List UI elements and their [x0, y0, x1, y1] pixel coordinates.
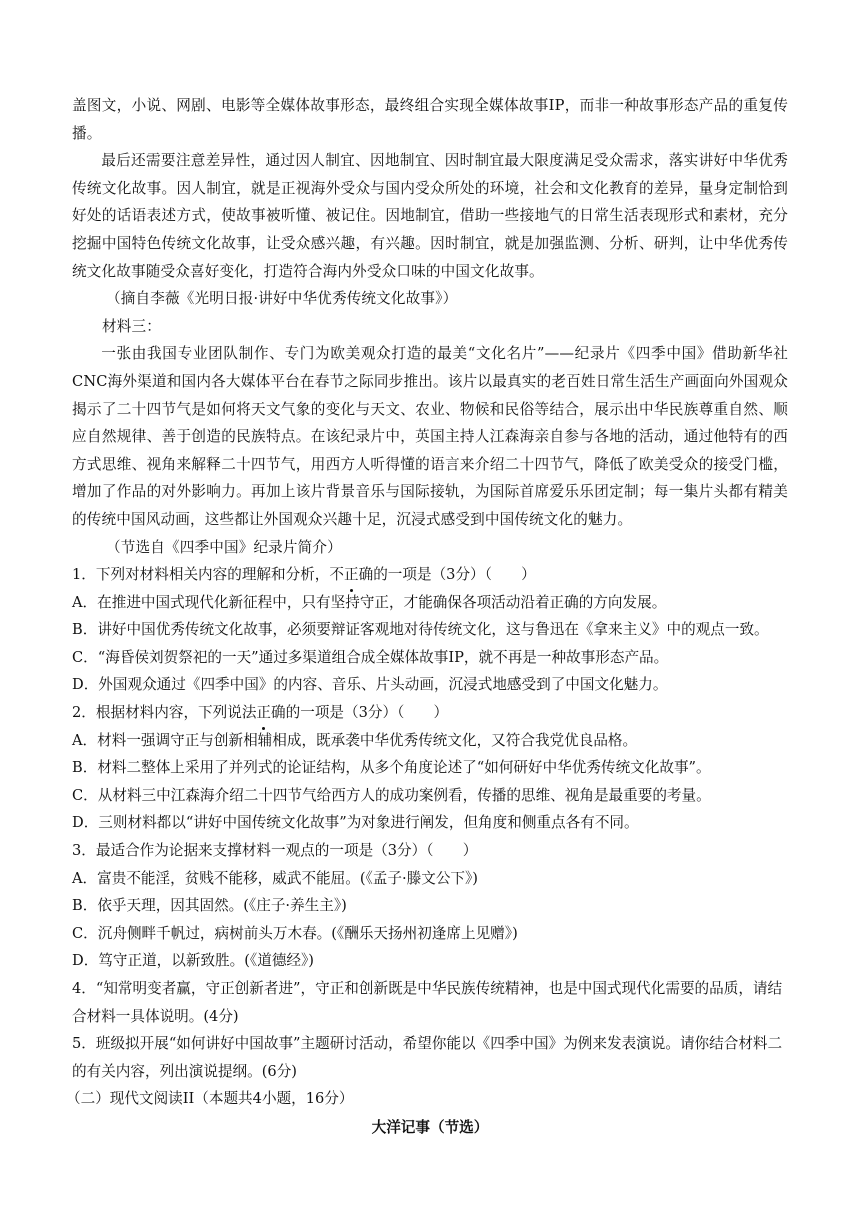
- section-heading: （二）现代文阅读II（本题共4小题，16分）: [66, 1090, 354, 1108]
- question-2-stem: 2．根据材料内容，下列说法正确的一项是（3分）（ ）: [72, 699, 788, 727]
- document-page: [66, 92, 788, 1143]
- question-1-option-d: D．外国观众通过《四季中国》的内容、音乐、片头动画，沉浸式地感受到了中国文化魅力。: [72, 676, 668, 694]
- material3-paragraph: 一张由我国专业团队制作、专门为欧美观众打造的最美“文化名片”——纪录片《四季中国》借助新华社CNC海外渠道和国内各大媒体平台在春节之际同步推出。该片以最真实的老百姓日常生活生产画面向外国观众揭示了二十四节气是如何将天文气象的变化与天文、农业、物候和民俗等结合，展示出中华民族尊重自然、顺应自然规律、善于创造的民族特点。在该纪录片中，英国主持人江森海亲自参与各地的活动，通过他特有的西方式思维、视角来解释二十四节气，用西方人听得懂的语言来介绍二十四节气，降低了欧美受众的接受门槛，增加了作品的对外影响力。再加上该片背景音乐与国际接轨，为国际首席爱乐乐团定制；每一集片头都有精美的传统中国风动画，这些都让外国观众兴趣十足，沉浸式感受到中国传统文化的魅力。: [72, 345, 788, 528]
- emphasis-dot-char: 正: [256, 699, 271, 727]
- question-2-option-c: C．从材料三中江森海介绍二十四节气给西方人的成功案例看，传播的思维、视角是最重要的考量。: [72, 786, 711, 804]
- question-1: [72, 561, 788, 699]
- material3-label: 材料三：: [102, 317, 161, 335]
- question-1-option-b: B．讲好中国优秀传统文化故事，必须要辩证客观地对待传统文化，这与鲁迅在《拿来主义》中的观点一致。: [72, 621, 769, 639]
- passage-title: 大洋记事（节选）: [371, 1118, 489, 1136]
- question-3: [72, 837, 788, 975]
- material2-paragraph-diversity: 最后还需要注意差异性，通过因人制宜、因地制宜、因时制宜最大限度满足受众需求，落实讲好中华优秀传统文化故事。因人制宜，就是正视海外受众与国内受众所处的环境，社会和文化教育的差异，量身定制恰到好处的话语表述方式，使故事被听懂、被记住。因地制宜，借助一些接地气的日常生活表现形式和素材，充分挖掘中国特色传统文化故事，让受众感兴趣，有兴趣。因时制宜，就是加强监测、分析、研判，让中华优秀传统文化故事随受众喜好变化，打造符合海内外受众口味的中国文化故事。: [72, 152, 788, 280]
- material2-paragraph-tail: 盖图文，小说、网剧、电影等全媒体故事形态，最终组合实现全媒体故事IP，而非一种故事形态产品的重复传播。: [72, 97, 788, 142]
- question-3-option-c: C．沉舟侧畔千帆过，病树前头万木春。(《酬乐天扬州初逢席上见赠》): [72, 924, 518, 942]
- question-4-stem: 4．“知常明变者赢，守正创新者进”，守正和创新既是中华民族传统精神，也是中国式现代化需要的品质，请结合材料一具体说明。(4分): [72, 980, 783, 1025]
- question-2: [72, 699, 788, 837]
- question-1-stem: 1．下列对材料相关内容的理解和分析，不正确的一项是（3分）（ ）: [72, 561, 788, 589]
- question-5-stem: 5．班级拟开展“如何讲好中国故事”主题研讨活动，希望你能以《四季中国》为例来发表演说。请你结合材料二的有关内容，列出演说提纲。(6分): [72, 1035, 783, 1080]
- question-2-option-d: D．三则材料都以“讲好中国传统文化故事”为对象进行阐发，但角度和侧重点各有不同。: [72, 814, 639, 832]
- question-2-option-b: B．材料二整体上采用了并列式的论证结构，从多个角度论述了“如何研好中华优秀传统文化故事”。: [72, 759, 711, 777]
- material3-source: （节选自《四季中国》纪录片简介）: [106, 538, 342, 556]
- question-3-option-b: B．依乎天理，因其固然。(《庄子·养生主》): [72, 897, 347, 915]
- question-1-option-a: A．在推进中国式现代化新征程中，只有坚持守正，才能确保各项活动沿着正确的方向发展。: [72, 593, 667, 611]
- question-3-stem: 3．最适合作为论据来支撑材料一观点的一项是（3分）（ ）: [72, 842, 478, 860]
- material2-source: （摘自李薇《光明日报·讲好中华优秀传统文化故事》）: [106, 290, 458, 308]
- question-2-option-a: A．材料一强调守正与创新相辅相成，既承袭中华优秀传统文化，又符合我党优良品格。: [72, 731, 638, 749]
- emphasis-dot-char: 正: [344, 561, 359, 589]
- question-1-option-c: C．“海昏侯刘贺祭祀的一天”通过多渠道组合成全媒体故事IP，就不再是一种故事形态产品。: [72, 648, 669, 666]
- question-3-option-a: A．富贵不能淫，贫贱不能移，威武不能屈。(《孟子·滕文公下》): [72, 869, 478, 887]
- question-3-option-d: D．笃守正道，以新致胜。(《道德经》): [72, 952, 314, 970]
